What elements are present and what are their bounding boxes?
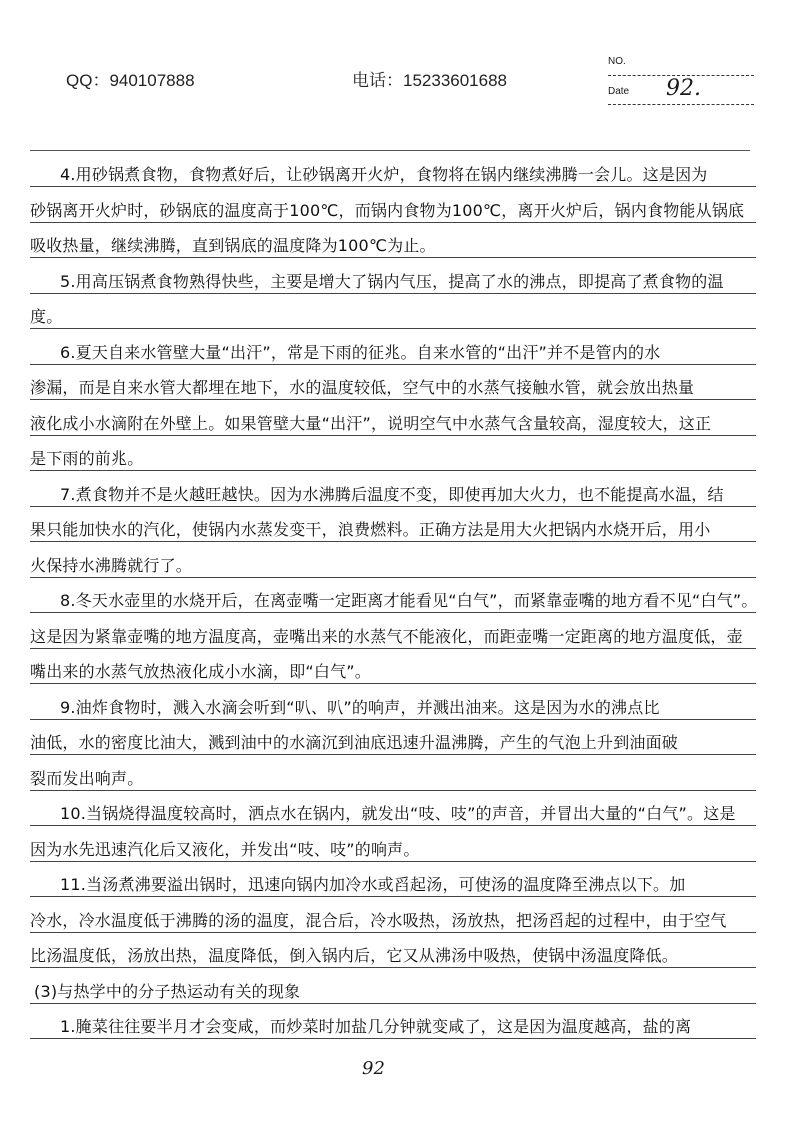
qq-contact: QQ：940107888: [66, 71, 195, 90]
notebook-rule: [30, 967, 756, 968]
text-line: 11.当汤煮沸要溢出锅时，迅速向锅内加冷水或舀起汤，可使汤的温度降至沸点以下。加: [60, 875, 686, 894]
notebook-rule: [30, 861, 756, 862]
text-line: 液化成小水滴附在外壁上。如果管壁大量“出汗”，说明空气中水蒸气含量较高，湿度较大，这正: [30, 413, 712, 433]
notebook-rule: [30, 257, 756, 258]
notebook-rule: [30, 1003, 756, 1004]
notebook-rule: [30, 896, 756, 897]
text-line: 度。: [30, 307, 63, 326]
text-line: 1.腌菜往往要半月才会变咸，而炒菜时加盐几分钟就变咸了，这是因为温度越高，盐的离: [60, 1017, 692, 1036]
date-label: Date: [608, 86, 630, 97]
text-line: 因为水先迅速汽化后又液化，并发出“吱、吱”的响声。: [30, 839, 420, 859]
no-label: NO.: [608, 56, 626, 67]
text-line: 5.用高压锅煮食物熟得快些，主要是增大了锅内气压，提高了水的沸点，即提高了煮食物的温: [60, 271, 724, 291]
text-line: 这是因为紧靠壶嘴的地方温度高，壶嘴出来的水蒸气不能液化，而距壶嘴一定距离的地方温度低，壶: [30, 626, 743, 646]
notebook-rule: [30, 790, 756, 791]
notebook-rule: [30, 683, 756, 684]
notebook-rule: [30, 612, 756, 613]
text-line: 10.当锅烧得温度较高时，洒点水在锅内，就发出“吱、吱”的声音，并冒出大量的“白气”。这是: [60, 804, 736, 823]
notebook-rule: [30, 825, 756, 826]
notebook-rule: [30, 328, 756, 329]
text-line: 是下雨的前兆。: [30, 449, 144, 468]
notebook-rule: [30, 648, 756, 649]
text-line: 油低，水的密度比油大，溅到油中的水滴沉到油底迅速升温沸腾，产生的气泡上升到油面破: [30, 733, 679, 752]
text-line: 9.油炸食物时，溅入水滴会听到“叭、叭”的响声，并溅出油来。这是因为水的沸点比: [60, 697, 660, 717]
notebook-rule: [30, 470, 756, 471]
text-line: 7.煮食物并不是火越旺越快。因为水沸腾后温度不变，即使再加大火力，也不能提高水温，结: [60, 484, 724, 504]
text-line: 果只能加快水的汽化，使锅内水蒸发变干，浪费燃料。正确方法是用大火把锅内水烧开后，用小: [30, 520, 711, 539]
text-line: 比汤温度低，汤放出热，温度降低，倒入锅内后，它又从沸汤中吸热，使锅中汤温度降低。: [30, 946, 679, 965]
text-line: 4.用砂锅煮食物，食物煮好后，让砂锅离开火炉，食物将在锅内继续沸腾一会儿。这是因为: [60, 165, 708, 184]
text-line: 吸收热量，继续沸腾，直到锅底的温度降为100℃为止。: [30, 236, 436, 255]
text-line: 8.冬天水壶里的水烧开后，在离壶嘴一定距离才能看见“白气”，而紧靠壶嘴的地方看不见“白气”。: [60, 591, 758, 610]
notebook-rule: [30, 186, 756, 187]
text-line: 冷水，冷水温度低于沸腾的汤的温度，混合后，冷水吸热，汤放热，把汤舀起的过程中，由于空气: [30, 910, 727, 930]
date-underline: [608, 104, 754, 105]
notebook-rule: [30, 399, 756, 400]
text-line: 火保持水沸腾就行了。: [30, 555, 193, 575]
notebook-rule: [30, 364, 756, 365]
header-rule: [30, 150, 750, 151]
notebook-rule: [30, 293, 756, 294]
notebook-rule: [30, 932, 756, 933]
notebook-rule: [30, 754, 756, 755]
text-line: 6.夏天自来水管壁大量“出汗”，常是下雨的征兆。自来水管的“出汗”并不是管内的水: [60, 342, 661, 362]
text-line: 砂锅离开火炉时，砂锅底的温度高于100℃，而锅内食物为100℃，离开火炉后，锅内食物能从锅底: [30, 200, 745, 220]
number-date-box: [608, 56, 754, 106]
text-line: 嘴出来的水蒸气放热液化成小水滴，即“白气”。: [30, 662, 371, 681]
notebook-rule: [30, 222, 756, 223]
notebook-rule: [30, 506, 756, 507]
notebook-rule: [30, 577, 756, 578]
notebook-rule: [30, 541, 756, 542]
phone-contact: 电话：15233601688: [352, 71, 508, 90]
notebook-rule: [30, 719, 756, 720]
date-value: 92.: [666, 76, 701, 101]
notebook-rule: [30, 1038, 756, 1039]
text-line: 裂而发出响声。: [30, 768, 144, 788]
page-number: 92: [362, 1058, 385, 1079]
text-line: 渗漏，而是自来水管大都埋在地下，水的温度较低，空气中的水蒸气接触水管，就会放出热量: [30, 378, 695, 397]
text-line: (3)与热学中的分子热运动有关的现象: [34, 981, 301, 1001]
notebook-rule: [30, 435, 756, 436]
